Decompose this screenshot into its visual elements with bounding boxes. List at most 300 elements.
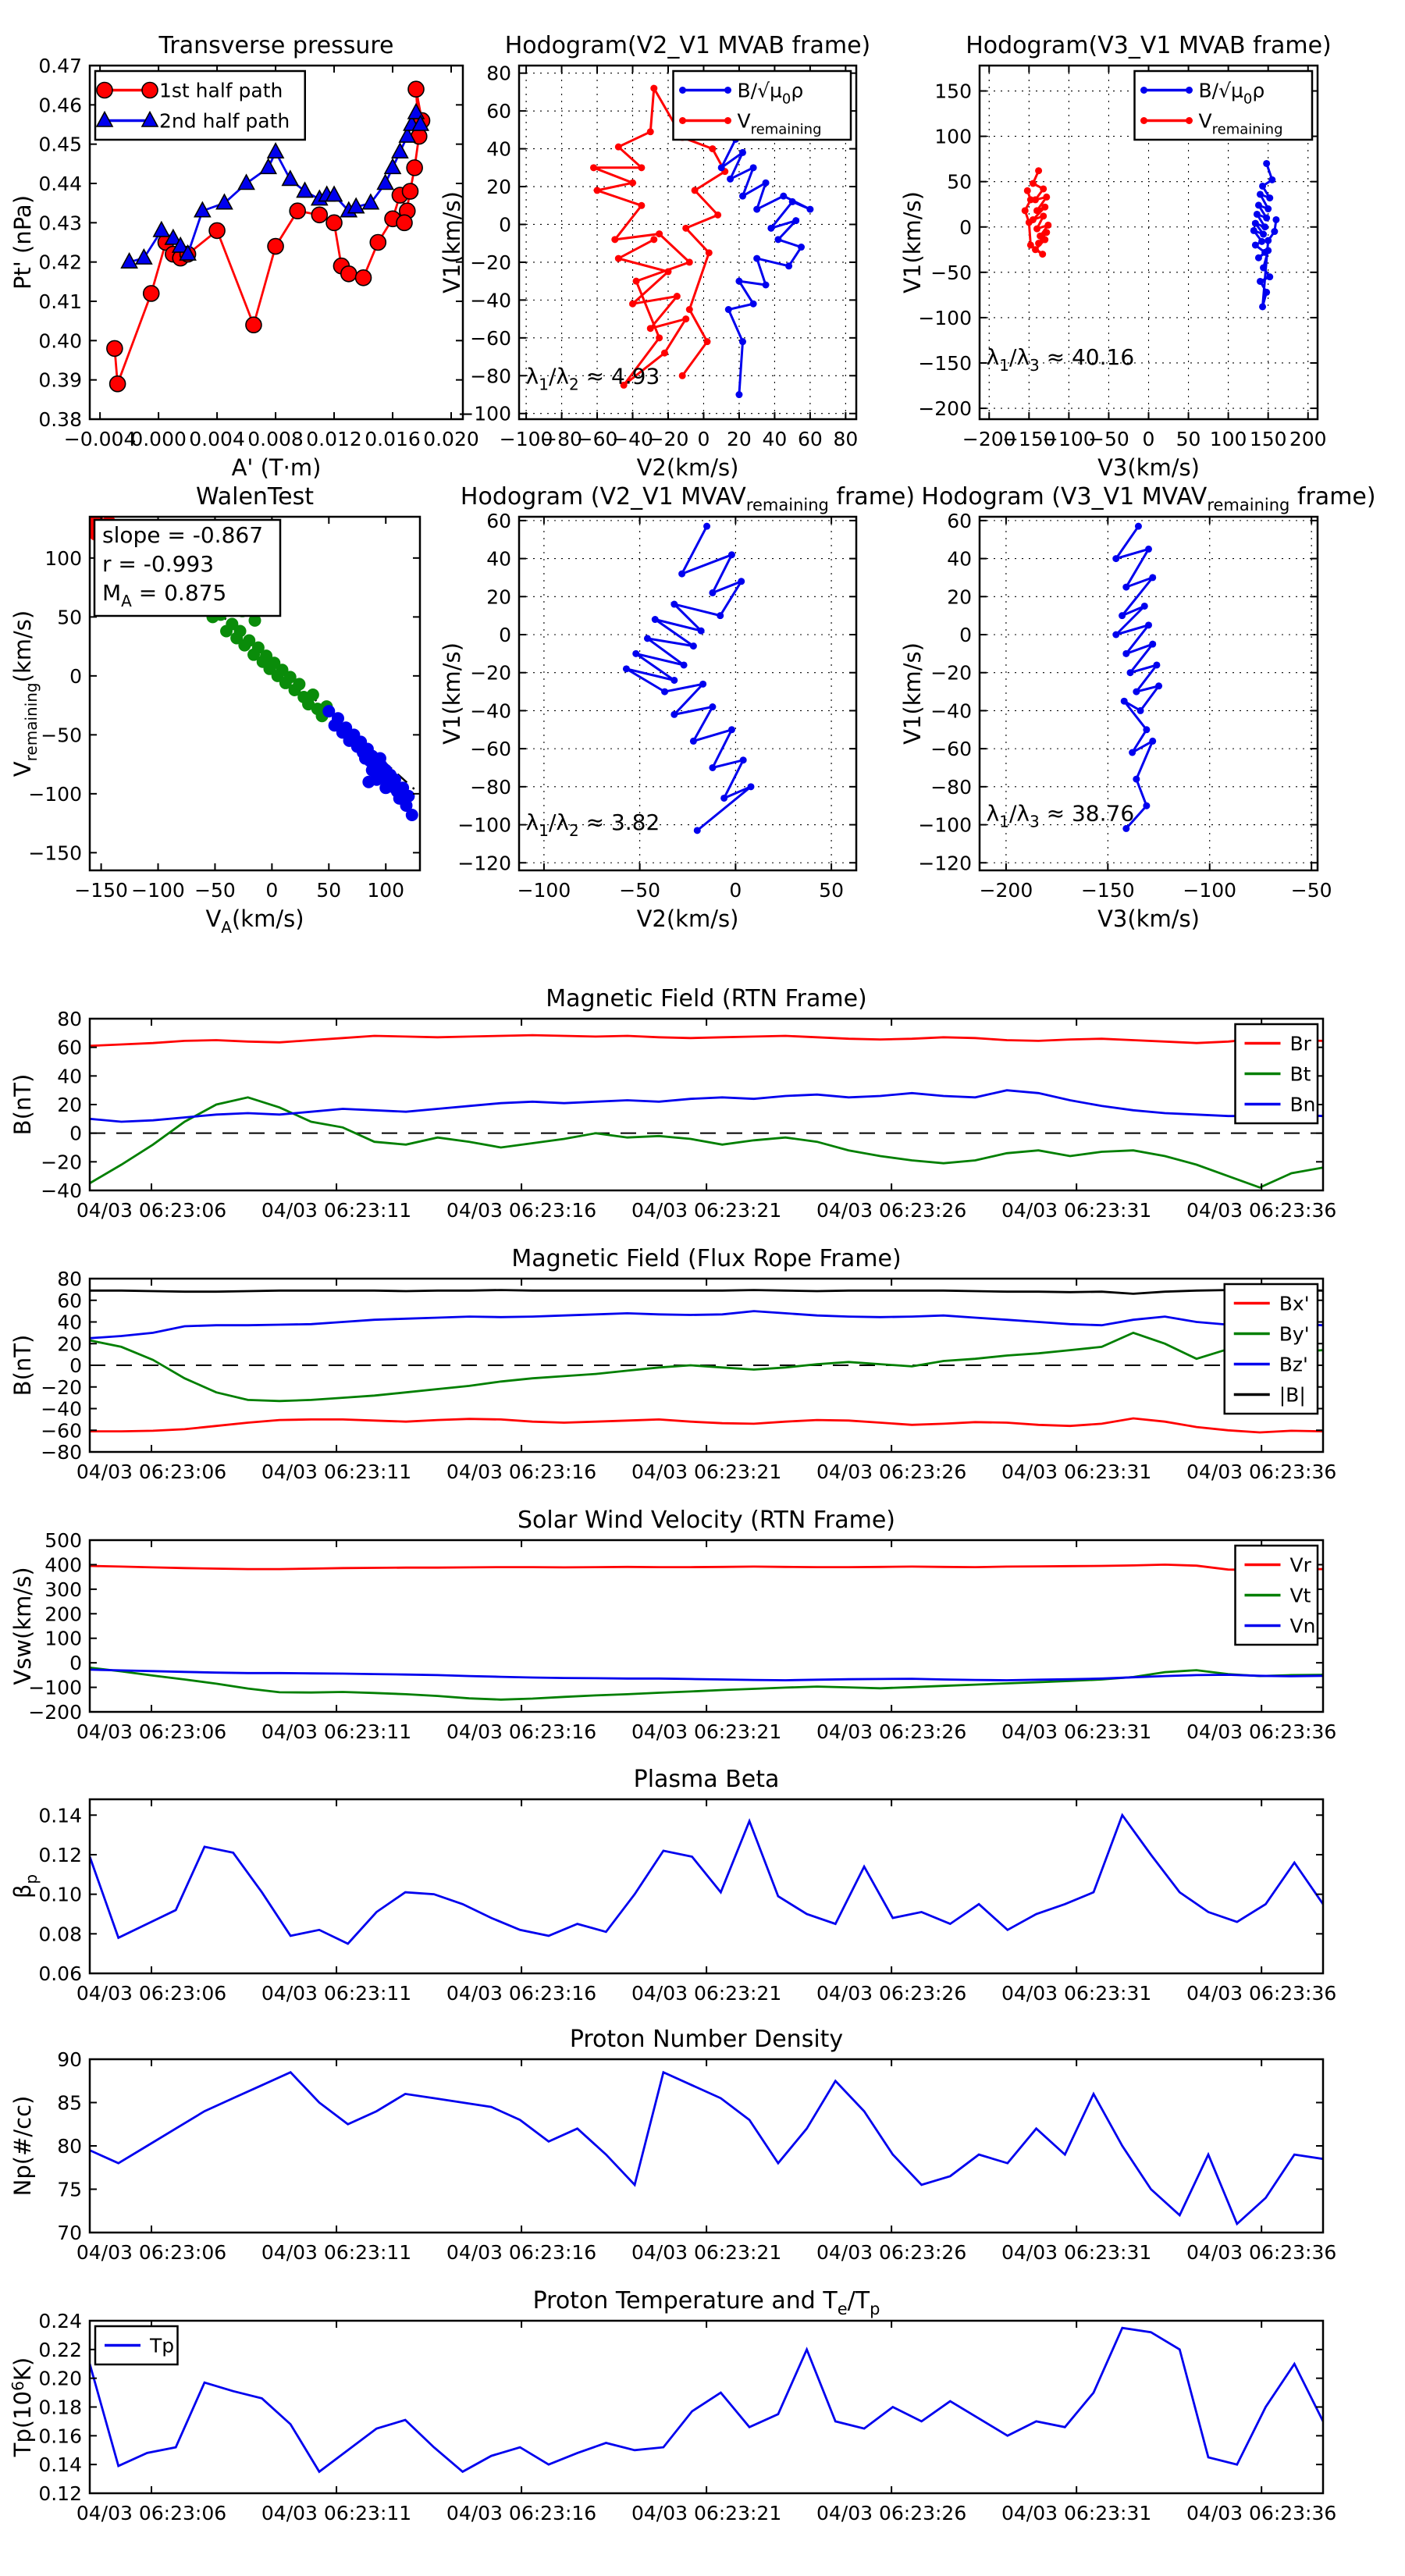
y-tick-label: 0.38	[38, 408, 82, 431]
data-point	[1149, 574, 1156, 581]
data-point	[1259, 183, 1266, 190]
x-tick-label: 0.020	[423, 428, 479, 450]
y-tick-label: 0.43	[38, 212, 82, 235]
data-point	[750, 301, 757, 308]
y-tick-label: −100	[918, 813, 972, 837]
y-tick-label: −60	[470, 326, 511, 350]
data-point	[650, 85, 657, 92]
data-point	[1263, 215, 1270, 222]
data-point	[1043, 194, 1050, 201]
data-point	[234, 624, 247, 637]
data-point	[650, 236, 657, 243]
transverse-pressure-plot	[9, 32, 479, 481]
data-point	[763, 180, 770, 187]
x-tick-label: 04/03 06:23:36	[1186, 1199, 1337, 1222]
data-point	[638, 202, 645, 209]
data-point	[1119, 612, 1126, 619]
x-tick-label: 04/03 06:23:26	[816, 1720, 967, 1743]
data-point	[1135, 523, 1142, 530]
x-tick-label: 04/03 06:23:31	[1001, 1461, 1152, 1483]
x-tick-label: 04/03 06:23:11	[261, 1982, 412, 2005]
hodogram-v2-v1-mvav-title: Hodogram (V2_V1 $MVAV_{remaining}$ frame)	[460, 483, 916, 514]
x-tick-label: 80	[833, 428, 859, 450]
x-tick-label: 04/03 06:23:26	[816, 2241, 967, 2264]
x-tick-label: −50	[1290, 879, 1332, 902]
x-tick-label: 04/03 06:23:26	[816, 1982, 967, 2005]
data-point	[1044, 222, 1051, 229]
vsw-rtn-title: Solar Wind Velocity (RTN Frame)	[518, 1507, 895, 1534]
y-tick-label: −120	[918, 852, 972, 875]
data-point	[1112, 555, 1119, 562]
data-point	[1137, 707, 1144, 714]
legend-label: $V_{remaining}$	[737, 109, 822, 138]
data-point	[739, 149, 746, 156]
y-tick-label: 80	[486, 62, 511, 85]
x-tick-label: 04/03 06:23:21	[631, 2502, 782, 2524]
data-point	[307, 688, 319, 701]
data-point	[709, 589, 716, 596]
legend-label: |B|	[1279, 1383, 1306, 1407]
data-point	[311, 207, 327, 222]
series-Vr	[90, 1564, 1323, 1570]
data-point	[403, 183, 418, 199]
data-point	[679, 117, 686, 124]
x-tick-label: 100	[1209, 428, 1247, 450]
data-point	[698, 628, 705, 635]
data-point	[792, 217, 799, 224]
legend-label: Bz'	[1279, 1353, 1308, 1376]
data-point	[699, 681, 706, 688]
y-tick-label: 0.12	[38, 2482, 82, 2505]
data-point	[785, 262, 792, 269]
x-tick-label: 04/03 06:23:36	[1186, 2502, 1337, 2524]
data-point	[704, 338, 711, 345]
data-point	[1155, 682, 1162, 689]
y-axis-label: $V_{remaining}(km/s)$	[9, 610, 41, 777]
data-point	[623, 665, 630, 672]
data-point	[362, 776, 375, 788]
data-point	[678, 571, 685, 578]
y-tick-label: 0.42	[38, 251, 82, 274]
axes-frame	[90, 1799, 1323, 1973]
x-tick-label: 04/03 06:23:06	[76, 1982, 227, 2005]
proton-density-plot	[9, 2026, 1336, 2264]
legend-label: Bn	[1289, 1093, 1316, 1116]
data-point	[1143, 726, 1150, 733]
x-axis-label: V2(km/s)	[636, 906, 739, 932]
y-tick-label: 60	[486, 100, 511, 123]
data-point	[392, 144, 407, 158]
legend-label: Tp	[150, 2334, 175, 2357]
legend-label: Br	[1289, 1032, 1311, 1055]
x-tick-label: 50	[819, 879, 844, 902]
data-point	[686, 258, 693, 265]
data-point	[144, 286, 159, 301]
hodogram-v3-v1-mvab-title: Hodogram(V3_V1 MVAB frame)	[966, 32, 1332, 59]
data-point	[1252, 241, 1259, 248]
b-rtn-plot	[9, 985, 1336, 1222]
hodogram-v3-v1-mvab-plot	[899, 32, 1332, 481]
legend-label: Vt	[1289, 1584, 1311, 1607]
y-tick-label: 20	[57, 1094, 82, 1116]
x-tick-label: 0.016	[365, 428, 421, 450]
data-point	[1149, 641, 1156, 648]
y-tick-label: 80	[57, 1008, 82, 1030]
data-point	[1266, 194, 1273, 201]
data-point	[378, 175, 393, 190]
data-point	[1041, 204, 1048, 211]
x-tick-label: 04/03 06:23:26	[816, 1199, 967, 1222]
data-point	[1255, 201, 1262, 208]
x-tick-label: 200	[1289, 428, 1327, 450]
data-point	[740, 756, 747, 763]
x-tick-label: 04/03 06:23:11	[261, 1720, 412, 1743]
x-tick-label: 04/03 06:23:06	[76, 1720, 227, 1743]
x-tick-label: 04/03 06:23:36	[1186, 2241, 1337, 2264]
axes-frame	[90, 1019, 1323, 1190]
x-tick-label: −150	[1001, 428, 1056, 450]
y-axis-label: B(nT)	[9, 1073, 36, 1136]
y-tick-label: 0.22	[38, 2338, 82, 2361]
y-tick-label: 40	[57, 1065, 82, 1088]
annotation: $\lambda_1/\lambda_3 \approx 38.76$	[986, 800, 1135, 831]
data-point	[789, 198, 796, 205]
data-point	[1039, 251, 1046, 258]
x-tick-label: 50	[316, 879, 342, 902]
data-point	[735, 391, 742, 398]
data-point	[1133, 688, 1140, 696]
axes-frame	[519, 517, 856, 870]
data-point	[246, 317, 261, 333]
data-point	[753, 206, 760, 213]
x-tick-label: 04/03 06:23:21	[631, 1461, 782, 1483]
y-tick-label: 60	[486, 509, 511, 532]
data-point	[408, 104, 424, 119]
hodogram-v3-v1-mvav-title: Hodogram (V3_V1 $MVAV_{remaining}$ frame)	[921, 483, 1376, 514]
y-axis-label: V1(km/s)	[899, 191, 926, 294]
x-tick-label: 04/03 06:23:16	[446, 1982, 597, 2005]
x-tick-label: −100	[1042, 428, 1096, 450]
data-point	[739, 338, 746, 345]
data-point	[670, 677, 678, 684]
x-tick-label: 0	[265, 879, 279, 902]
data-point	[1140, 117, 1147, 124]
legend	[1236, 1024, 1318, 1123]
data-point	[679, 87, 686, 94]
x-tick-label: 04/03 06:23:11	[261, 1461, 412, 1483]
x-tick-label: −100	[499, 428, 553, 450]
data-point	[774, 236, 781, 243]
x-tick-label: 04/03 06:23:21	[631, 2241, 782, 2264]
proton-density-title: Proton Number Density	[569, 2026, 844, 2053]
data-point	[1129, 749, 1136, 756]
data-point	[1112, 632, 1119, 639]
legend-label: $B/√\mu_0\rho$	[737, 79, 804, 108]
y-tick-label: −50	[930, 261, 972, 284]
proton-temp-series	[90, 2328, 1323, 2471]
data-point	[674, 293, 681, 300]
data-point	[1033, 226, 1040, 233]
data-point	[690, 738, 697, 745]
data-point	[283, 171, 298, 186]
data-point	[408, 81, 424, 97]
y-tick-label: 40	[486, 547, 511, 571]
y-axis-label: V1(km/s)	[439, 191, 465, 294]
data-point	[1145, 621, 1152, 628]
data-point	[682, 225, 689, 232]
data-point	[1271, 228, 1278, 235]
data-point	[1133, 776, 1140, 783]
x-axis-label: $V_A(km/s)$	[205, 906, 304, 937]
x-tick-label: 04/03 06:23:16	[446, 1720, 597, 1743]
y-tick-label: −150	[28, 841, 82, 865]
data-point	[397, 215, 412, 230]
y-tick-label: 0.20	[38, 2367, 82, 2390]
legend-label: 2nd half path	[159, 109, 290, 133]
data-point	[326, 215, 342, 230]
data-point	[728, 726, 735, 733]
data-point	[209, 222, 225, 238]
y-tick-label: 0	[69, 1122, 82, 1145]
y-tick-label: 0.45	[38, 133, 82, 156]
legend	[95, 71, 305, 140]
b-flux-rope-series	[90, 1290, 1323, 1432]
data-point	[1033, 207, 1040, 214]
legend	[1135, 71, 1313, 140]
x-tick-label: 04/03 06:23:26	[816, 2502, 967, 2524]
y-tick-label: 0	[69, 664, 82, 688]
x-tick-label: 150	[1249, 428, 1287, 450]
data-point	[738, 578, 745, 585]
data-point	[714, 212, 721, 219]
data-point	[1035, 167, 1042, 174]
data-point	[709, 764, 716, 771]
data-point	[1127, 669, 1134, 676]
y-tick-label: 85	[57, 2091, 82, 2115]
y-tick-label: −80	[930, 775, 972, 799]
x-tick-label: 04/03 06:23:36	[1186, 1720, 1337, 1743]
y-tick-label: 0	[499, 213, 511, 237]
x-tick-label: −50	[1088, 428, 1129, 450]
y-axis-label: Pt' (nPa)	[9, 194, 36, 290]
y-tick-label: 40	[57, 1311, 82, 1334]
y-tick-label: 0.39	[38, 368, 82, 392]
data-point	[297, 183, 313, 197]
y-tick-label: 0	[69, 1652, 82, 1675]
series-Br	[90, 1035, 1323, 1046]
x-tick-label: −50	[619, 879, 661, 902]
data-point	[379, 781, 392, 794]
y-tick-label: −60	[41, 1419, 82, 1443]
x-tick-label: −40	[612, 428, 653, 450]
data-point	[633, 278, 640, 285]
x-tick-label: 04/03 06:23:31	[1001, 2502, 1152, 2524]
data-point	[1043, 229, 1050, 236]
x-tick-label: 04/03 06:23:06	[76, 2502, 227, 2524]
x-tick-label: −100	[517, 879, 571, 902]
data-point	[1259, 303, 1266, 310]
walen-test-plot	[9, 483, 420, 937]
data-point	[1255, 254, 1262, 262]
x-tick-label: −0.004	[63, 428, 137, 450]
x-tick-label: 04/03 06:23:31	[1001, 1720, 1152, 1743]
x-axis-label: A' (T·m)	[231, 454, 322, 481]
x-tick-label: 04/03 06:23:21	[631, 1720, 782, 1743]
data-point	[694, 827, 701, 834]
legend	[95, 2326, 178, 2364]
data-point	[1040, 212, 1047, 219]
y-tick-label: 0.47	[38, 55, 82, 77]
data-point	[1027, 241, 1034, 248]
data-point	[724, 117, 731, 124]
stats-line: slope = -0.867	[102, 522, 264, 548]
data-point	[1122, 650, 1129, 657]
x-tick-label: −20	[647, 428, 689, 450]
y-tick-label: −40	[41, 1397, 82, 1421]
data-point	[615, 144, 622, 151]
y-tick-label: 0.16	[38, 2425, 82, 2448]
data-point	[356, 270, 372, 286]
data-point	[629, 301, 636, 308]
x-tick-label: 04/03 06:23:16	[446, 1199, 597, 1222]
y-tick-label: 0.46	[38, 94, 82, 117]
x-axis-label: V2(km/s)	[636, 454, 739, 481]
x-tick-label: 04/03 06:23:11	[261, 1199, 412, 1222]
x-tick-label: 04/03 06:23:31	[1001, 2241, 1152, 2264]
x-tick-label: 0.004	[189, 428, 245, 450]
legend-label: Vn	[1289, 1614, 1316, 1638]
legend-label: $B/√\mu_0\rho$	[1198, 79, 1265, 108]
data-point	[239, 175, 254, 190]
data-point	[216, 194, 232, 208]
data-point	[594, 187, 601, 194]
stats-line: r = -0.993	[102, 551, 215, 577]
data-point	[590, 164, 597, 171]
legend-label: 1st half path	[159, 79, 283, 102]
data-point	[1257, 278, 1264, 285]
y-tick-label: 60	[57, 1036, 82, 1059]
data-point	[679, 372, 686, 379]
vsw-rtn-series	[90, 1564, 1323, 1699]
plasma-beta-plot	[9, 1766, 1336, 2005]
data-point	[1260, 265, 1267, 272]
data-point	[1035, 240, 1042, 247]
y-tick-label: 80	[57, 2135, 82, 2158]
y-tick-label: 0.06	[38, 1962, 82, 1985]
y-tick-label: −20	[41, 1375, 82, 1399]
y-tick-label: 0.12	[38, 1843, 82, 1866]
data-point	[1261, 223, 1268, 230]
annotation: $\lambda_1/\lambda_3 \approx 40.16$	[986, 343, 1135, 375]
data-point	[709, 703, 716, 710]
data-point	[1040, 185, 1047, 192]
legend	[674, 71, 852, 140]
y-axis-label: Vsw(km/s)	[9, 1567, 36, 1685]
legend	[1225, 1284, 1318, 1414]
data-point	[1143, 802, 1150, 809]
data-point	[1263, 160, 1270, 167]
data-point	[681, 661, 688, 668]
y-tick-label: 20	[947, 585, 972, 609]
x-tick-label: 04/03 06:23:31	[1001, 1982, 1152, 2005]
data-point	[748, 783, 755, 790]
axes-frame	[90, 2059, 1323, 2233]
plasma-beta-title: Plasma Beta	[633, 1766, 780, 1793]
data-point	[407, 160, 422, 176]
y-tick-label: 200	[44, 1603, 82, 1626]
y-tick-label: −20	[470, 661, 511, 685]
y-tick-label: 0.14	[38, 1804, 82, 1827]
data-point	[1186, 117, 1193, 124]
data-point	[703, 523, 710, 530]
data-point	[806, 206, 813, 213]
annotation: $\lambda_1/\lambda_2 \approx 4.93$	[525, 363, 660, 394]
y-tick-label: 0	[69, 1354, 82, 1377]
data-point	[780, 193, 787, 200]
data-point	[1250, 227, 1257, 234]
data-point	[1268, 176, 1275, 183]
transverse-pressure-title: Transverse pressure	[158, 32, 394, 59]
x-tick-label: 04/03 06:23:16	[446, 2502, 597, 2524]
x-tick-label: 04/03 06:23:16	[446, 1461, 597, 1483]
x-tick-label: 0.000	[130, 428, 187, 450]
data-point	[1257, 190, 1264, 197]
data-point	[763, 282, 770, 289]
hodogram-v3-v1-mvav-series	[1112, 523, 1162, 832]
series-Bx'	[90, 1418, 1323, 1432]
data-point	[647, 325, 654, 332]
data-point	[1264, 205, 1272, 212]
y-tick-label: 500	[44, 1529, 82, 1552]
data-point	[374, 753, 386, 765]
y-tick-label: 70	[57, 2222, 82, 2244]
y-tick-label: −100	[457, 402, 511, 425]
series-Tp	[90, 2328, 1323, 2471]
x-tick-label: 40	[762, 428, 788, 450]
x-tick-label: 04/03 06:23:11	[261, 2241, 412, 2264]
data-point	[1022, 207, 1029, 214]
x-tick-label: −100	[1183, 879, 1237, 902]
y-axis-label: $Tp(10^6K)$	[9, 2357, 36, 2457]
y-tick-label: 0.44	[38, 173, 82, 195]
data-point	[686, 306, 693, 313]
data-point	[1121, 698, 1128, 705]
x-tick-label: −80	[541, 428, 582, 450]
y-tick-label: −100	[28, 1676, 82, 1699]
data-point	[136, 250, 151, 265]
x-tick-label: 04/03 06:23:16	[446, 2241, 597, 2264]
data-point	[647, 128, 654, 135]
data-point	[728, 551, 735, 558]
data-point	[692, 187, 699, 194]
data-point	[1260, 231, 1267, 238]
data-point	[720, 795, 727, 802]
legend	[1236, 1546, 1318, 1645]
data-point	[661, 350, 668, 357]
y-tick-label: 0	[959, 215, 972, 239]
x-tick-label: 04/03 06:23:21	[631, 1199, 782, 1222]
series-|B|	[90, 1290, 1323, 1294]
y-tick-label: 60	[947, 509, 972, 532]
x-tick-label: 0.008	[247, 428, 304, 450]
data-point	[638, 164, 645, 171]
y-tick-label: 0.14	[38, 2453, 82, 2477]
data-point	[385, 159, 400, 174]
data-point	[682, 315, 689, 322]
y-tick-label: 0.40	[38, 329, 82, 353]
b-flux-rope-plot	[9, 1245, 1336, 1483]
x-tick-label: 04/03 06:23:06	[76, 1461, 227, 1483]
